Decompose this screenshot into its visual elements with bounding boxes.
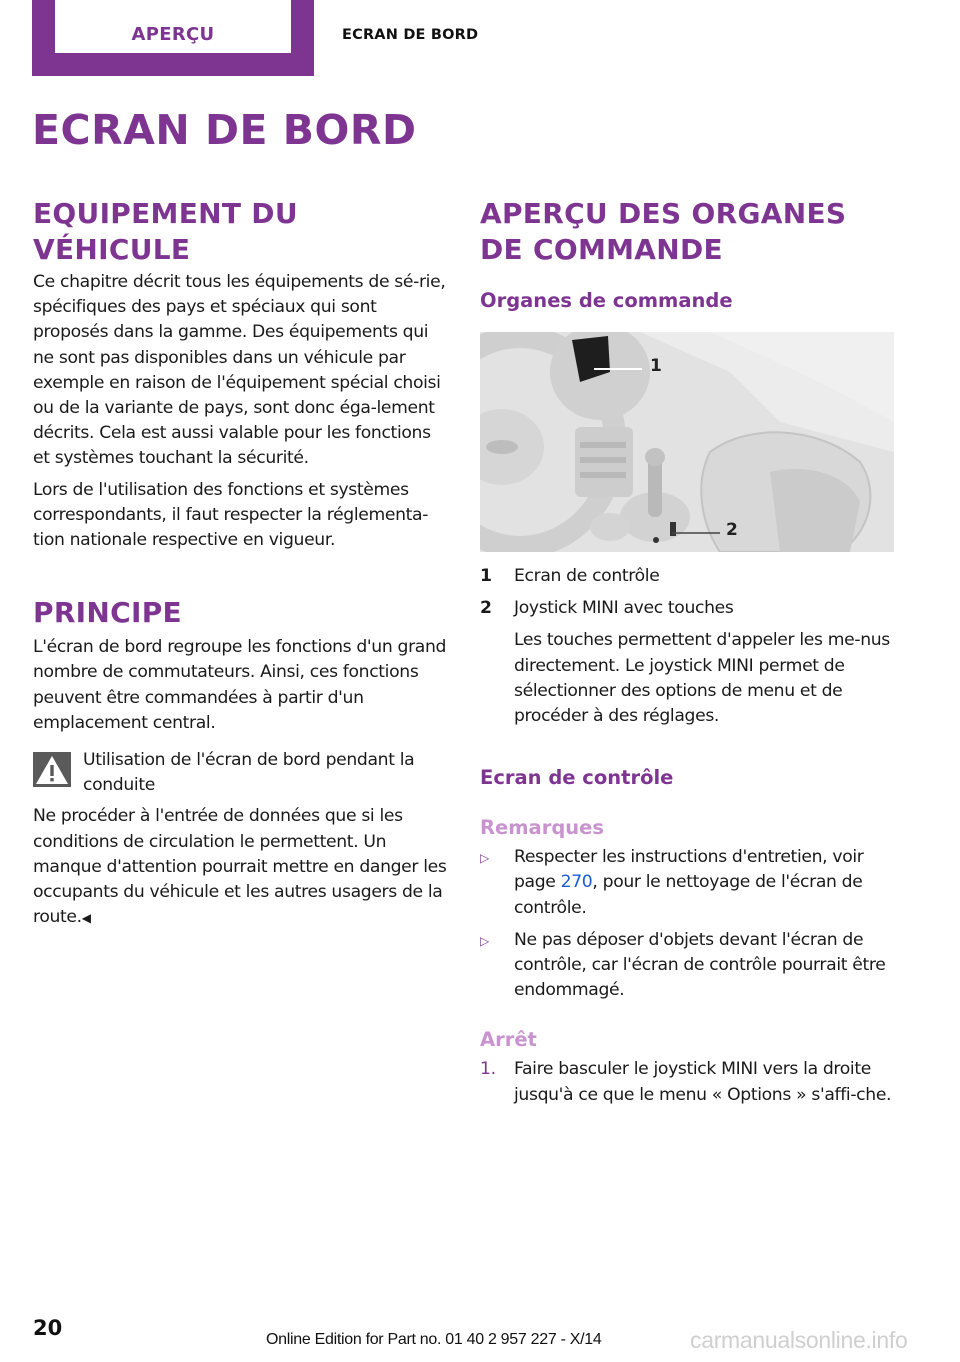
bullet-text: Ne pas déposer d'objets devant l'écran de contrôle, car l'écran de contrôle pourrait être endommagé. [514,929,886,1001]
subheading-ecran: Ecran de contrôle [480,766,674,790]
warning-text: Ne procéder à l'entrée de données que si les conditions de circulation le permettent. Un manque d'attention pourrait mettre en danger les occupants du véhicule et les autres usagers de la route.◀ [33,806,447,928]
edition-footer: Online Edition for Part no. 01 40 2 957 227 - X/14 [266,1331,602,1348]
subheading-organes: Organes de commande [480,289,733,312]
subheading-arret: Arrêt [480,1028,537,1052]
step-text: Faire basculer le joystick MINI vers la droite jusqu'à ce que le menu « Options » s'affi-che. [514,1059,892,1105]
legend-label: Joystick MINI avec touches [514,598,734,619]
section-heading-equipement: EQUIPEMENT DU VÉHICULE [33,197,298,266]
triangle-bullet-icon: ▷ [480,933,489,948]
left-column [33,196,451,931]
page-number: 20 [33,1316,63,1340]
chapter-tab-label: APERÇU [131,24,215,45]
callout-1: 1 [650,356,662,376]
figure-legend [480,564,898,729]
page-link[interactable]: 270 [560,872,593,893]
legend-item [480,564,898,589]
legend-desc-text: Les touches permettent d'appeler les me-nus directement. Le joystick MINI permet de sélectionner des options de menu et de procéder à des réglages. [514,630,890,727]
legend-number: 1 [480,566,492,586]
section-heading-apercu: APERÇU DES ORGANES DE COMMANDE [480,197,847,266]
dashboard-drawing [480,332,894,552]
paragraph: Ce chapitre décrit tous les équipements de sé-rie, spécifiques des pays et spéciaux qui sont proposés dans la gamme. Des équipements qui ne sont pas disponibles dans un véhicule par exemple en raison de l'équipement spécial choisi ou de la variante de pays, sont donc éga-lement décrits. Cela est aussi valable pour les fonctions et systèmes touchant la sécurité. [33,272,446,469]
legend-item [480,596,898,621]
step-number: 1. [480,1059,496,1080]
bullet-text: Respecter les instructions d'entretien, voir page 270, pour le nettoyage de l'écran de contrôle. [514,847,864,918]
right-column [480,196,898,1108]
callout-2: 2 [726,520,738,540]
watermark: carmanualsonline.info [690,1327,908,1353]
list-item [480,845,898,921]
legend-description [480,628,898,729]
step-item [480,1057,898,1107]
chapter-tab[interactable] [32,0,314,76]
list-item [480,928,898,1004]
breadcrumb: ECRAN DE BORD [342,27,479,43]
warning-block [33,748,451,798]
paragraph: Lors de l'utilisation des fonctions et systèmes correspondants, il faut respecter la réglementa-tion nationale respective en vigueur. [33,479,429,551]
subheading-remarques: Remarques [480,816,605,840]
page-title: ECRAN DE BORD [32,106,417,154]
warning-triangle-icon [33,752,71,787]
end-mark-icon: ◀ [81,911,91,926]
legend-number: 2 [480,598,492,619]
legend-label: Ecran de contrôle [514,566,660,586]
controls-illustration [480,332,894,552]
paragraph: L'écran de bord regroupe les fonctions d'un grand nombre de commutateurs. Ainsi, ces fonctions peuvent être commandées à partir d'un emplacement central. [33,637,447,733]
warning-title: Utilisation de l'écran de bord pendant la conduite [83,750,415,796]
triangle-bullet-icon: ▷ [480,851,489,866]
section-heading-principe: PRINCIPE [33,596,182,630]
chapter-tab-inner [55,0,291,53]
